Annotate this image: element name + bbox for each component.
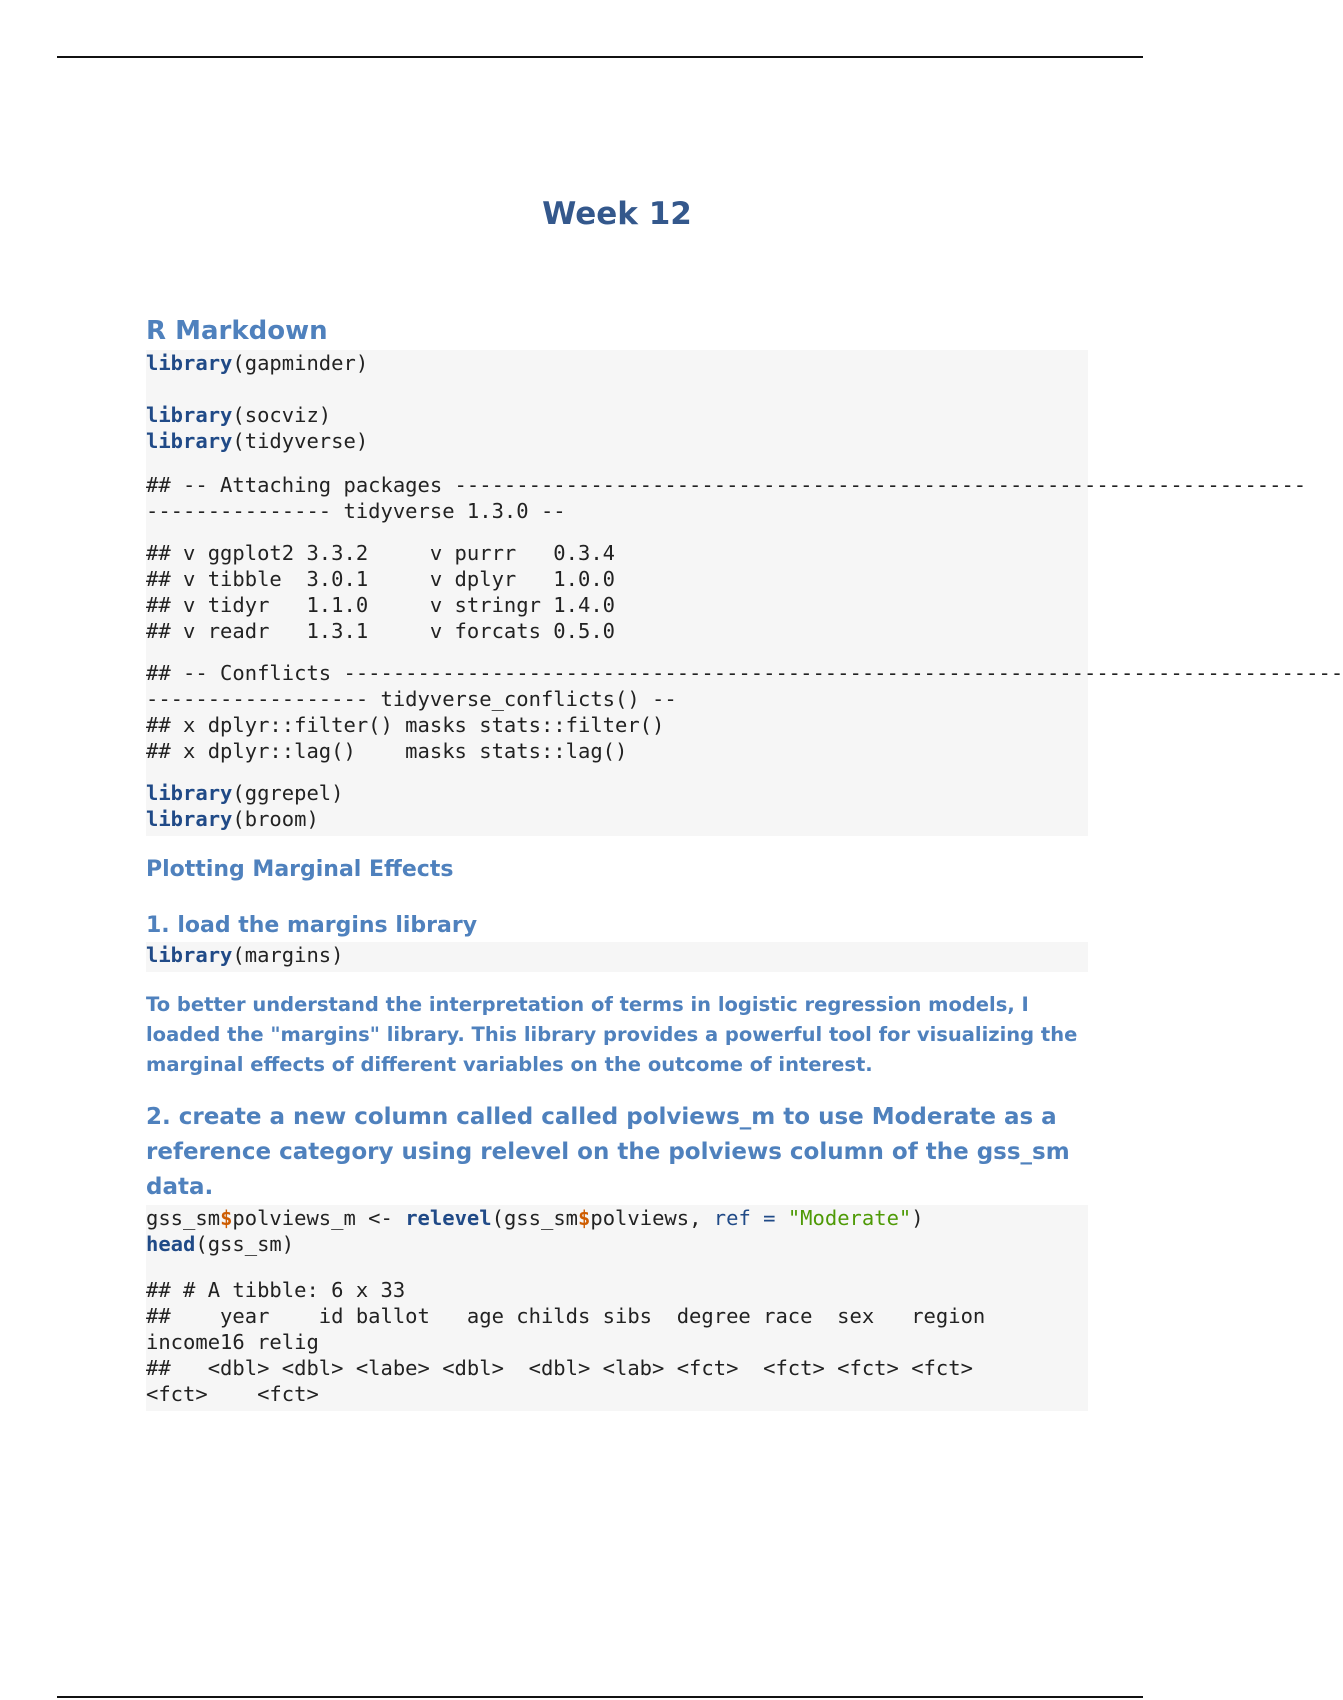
document-title: Week 12 [542,196,692,232]
step1-paragraph: To better understand the interpretation of terms in logistic regression models, I loaded the "margins" library. This library provides a powerful tool for visualizing the marginal effects of different variables on the outcome of interest. [146,993,1078,1076]
output-tibble: ## # A tibble: 6 x 33 ## year id ballot age childs sibs degree race sex region income16 relig ## <dbl> <dbl> <labe> <dbl> <dbl> <lab> <fct> <fct> <fct> <fct> <fct> <fct> [146,1261,1088,1411]
code-line [146,1232,294,1256]
output-attaching: ## -- Attaching packages --------------------------------------------------------------------- --------------- tidyverse 1.3.0 -- [146,458,1088,524]
code-block-margins [146,942,1088,972]
function-keyword: head [146,1232,196,1256]
code-line [146,429,368,453]
function-keyword: relevel [405,1206,492,1230]
code-args: (ggrepel) [232,781,344,805]
code-block-more-libraries [146,764,1088,836]
function-keyword: library [146,807,233,831]
function-keyword: library [146,429,233,453]
code-token: gss_sm [146,1206,221,1230]
code-token: ) [911,1206,924,1230]
code-args: (socviz) [232,403,332,427]
code-token: polviews, [590,1206,714,1230]
step2-heading: 2. create a new column called called polviews_m to use Moderate as a reference category using relevel on the polviews column of the gss_sm data. [146,1104,1070,1200]
top-rule [57,56,1143,58]
code-token: polviews_m <- [232,1206,406,1230]
code-args: (gss_sm) [195,1232,295,1256]
code-args: (gapminder) [232,351,369,375]
code-line [146,781,344,805]
code-line [146,807,319,831]
section-heading: R Markdown [146,316,328,346]
dollar-operator: $ [578,1206,591,1230]
step1-heading: 1. load the margins library [146,913,478,938]
code-token: (gss_sm [491,1206,579,1230]
function-keyword: library [146,403,233,427]
argument-name: ref = [713,1206,776,1230]
dollar-operator: $ [220,1206,233,1230]
function-keyword: library [146,351,233,375]
subheading-marginal-effects: Plotting Marginal Effects [146,857,454,882]
code-block-relevel [146,1205,1088,1261]
string-literal: "Moderate" [787,1206,912,1230]
code-line [146,403,331,427]
code-token [776,1206,788,1230]
function-keyword: library [146,943,233,967]
code-line [146,351,368,375]
output-conflicts: ## -- Conflicts --------------------------------------------------------------------------------- ------------------ tidyverse_conflicts() -- ## x dplyr::filter() masks stats::filter() ## x dplyr::lag() masks stats::lag() [146,644,1088,764]
function-keyword: library [146,781,233,805]
code-args: (margins) [232,943,344,967]
code-line [146,1206,924,1230]
code-args: (broom) [232,807,319,831]
output-packages: ## v ggplot2 3.3.2 v purrr 0.3.4 ## v tibble 3.0.1 v dplyr 1.0.0 ## v tidyr 1.1.0 v stringr 1.4.0 ## v readr 1.3.1 v forcats 0.5.0 [146,524,1088,644]
document-body [146,312,1343,1411]
code-args: (tidyverse) [232,429,369,453]
bottom-rule [57,1696,1143,1698]
code-block-libraries [146,350,1088,458]
